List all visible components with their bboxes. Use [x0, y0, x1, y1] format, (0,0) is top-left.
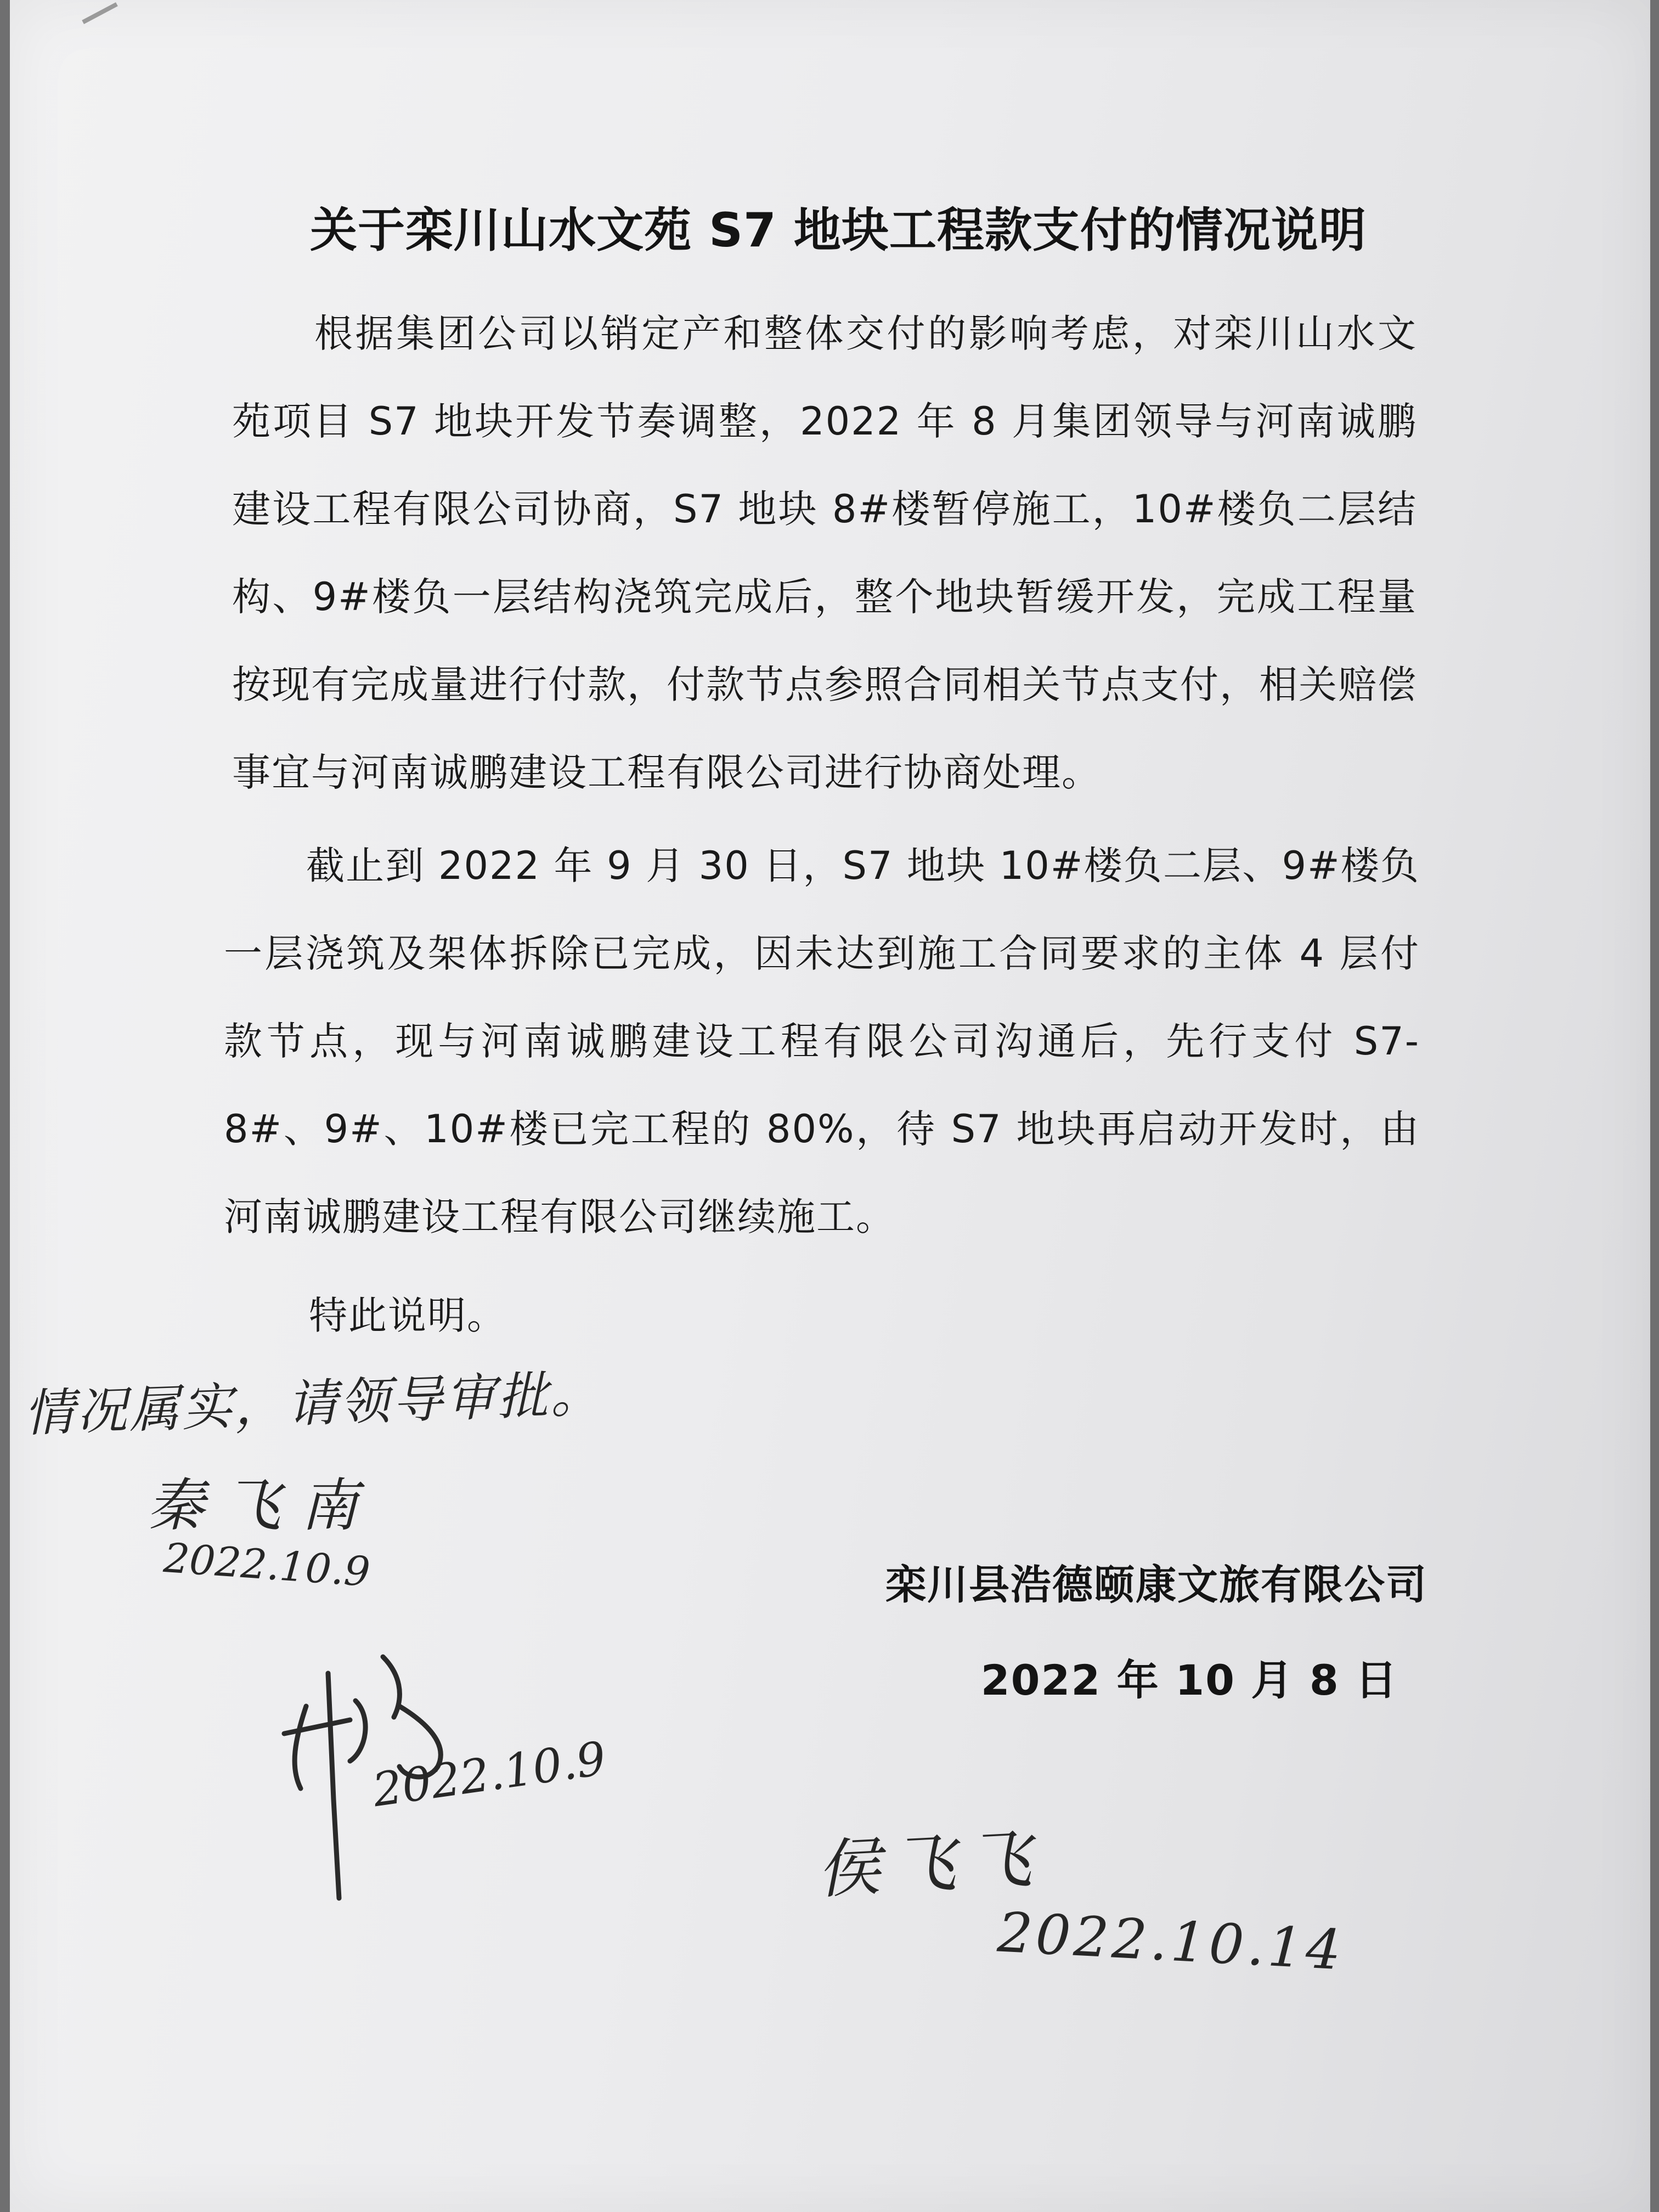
document-title: 关于栾川山水文苑 S7 地块工程款支付的情况说明 [310, 203, 1367, 258]
body-paragraph-2: 截止到 2022 年 9 月 30 日，S7 地块 10#楼负二层、9#楼负一层浇筑及架体拆除已完成，因未达到施工合同要求的主体 4 层付款节点，现与河南诚鹏建设工程有限公司沟通后，先行支付 S7-8#、9#、10#楼已完工程的 80%，待 S7 地块再启动开发时，由河南诚鹏建设工程有限公司继续施工。 [224, 843, 1420, 1239]
handwritten-date-1: 2022.10.9 [162, 1534, 372, 1596]
handwritten-approval-note: 情况属实，请领导审批。 [22, 1364, 604, 1443]
body-paragraph-1: 根据集团公司以销定产和整体交付的影响考虑，对栾川山水文苑项目 S7 地块开发节奏调整，2022 年 8 月集团领导与河南诚鹏建设工程有限公司协商，S7 地块 8#楼暂停施工，10#楼负二层结构、9#楼负一层结构浇筑完成后，整个地块暂缓开发，完成工程量按现有完成量进行付款，付款节点参照合同相关节点支付，相关赔偿事宜与河南诚鹏建设工程有限公司进行协商处理。 [232, 311, 1417, 795]
issue-date: 2022 年 10 月 8 日 [980, 1656, 1398, 1705]
handwritten-signature-1: 秦飞南 [147, 1472, 378, 1539]
pen-mark [72, 0, 117, 24]
issuer-company: 栾川县浩德颐康文旅有限公司 [885, 1561, 1427, 1609]
paper-sheet [10, 0, 1650, 2212]
closing-statement: 特此说明。 [309, 1293, 506, 1338]
handwritten-date-2: 2022.10.9 [369, 1731, 610, 1818]
handwritten-date-3: 2022.10.14 [996, 1900, 1346, 1983]
handwritten-signature-3: 侯飞飞 [815, 1821, 1046, 1908]
